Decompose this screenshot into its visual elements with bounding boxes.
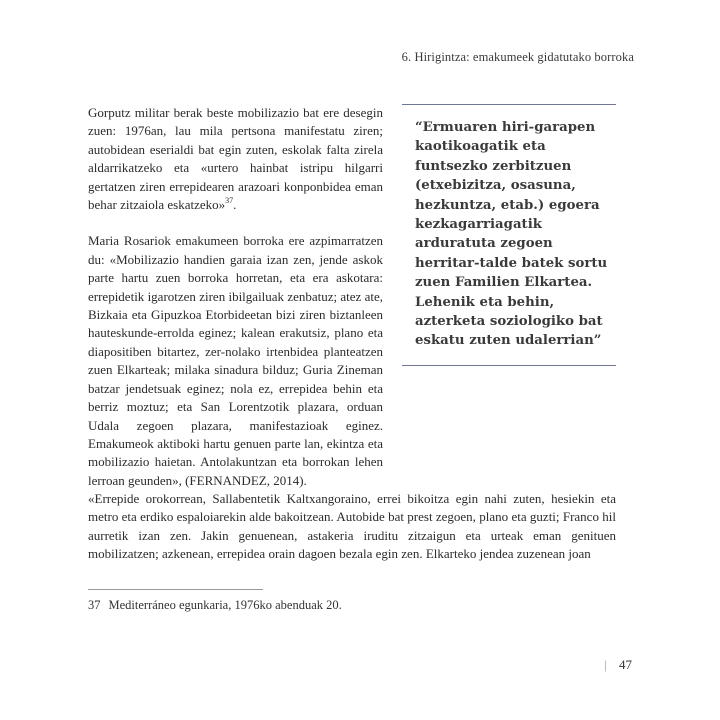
body-paragraph: Maria Rosariok emakumeen borroka ere azpimarratzen du: «Mobilizazio handien garaia izan zen, jende askok parte hartu zuen borroka horretan, eta era askotara: errepidetik igarotzen ziren ibilgailuak zenbatuz; atez ate, Bizkaia eta Gipuzkoa Etorbideetan bizi ziren biztanleen hauteskunde-errolda eginez; kalean erakutsiz, plano eta diapositiben bitartez, zer-nolako irtenbidea planteatzen zuen Elkarteak; milaka sinadura bilduz; Guria Zineman batzar jendetsuak eginez; nola ez, errepidea behin eta berriz moztuz; eta San Lorentzotik plazara, orduan Udala zegoen plazara, manifestazioak eginez. Emakumeok aktiboki hartu genuen parte lan, ekintza eta mobilizazio haietan. Antolakuntzan eta borrokan lehen lerroan geunden», (FERNANDEZ, 2014). xyxy=(88,233,383,488)
left-column xyxy=(88,104,383,490)
paragraph-text: Gorputz militar berak beste mobilizazio bat ere desegin zuen: 1976an, lau mila pertsona manifestatu ziren; autobidean eserialdi bat egin zuten, eskolak falta zirela aldarrikatzeko eta «urtero hainbat istripu hilgarri gertatzen ziren errepidearen arazoari konponbidea eman behar zitzaiola eskatzeko» xyxy=(88,105,383,213)
footnote-number: 37 xyxy=(88,598,101,612)
pull-quote xyxy=(402,104,616,366)
page-number-separator: | xyxy=(604,657,607,672)
paragraph-end: . xyxy=(233,197,237,213)
page-number xyxy=(604,657,632,673)
footnote xyxy=(88,598,342,613)
body-paragraph xyxy=(88,104,383,214)
footnote-text: Mediterráneo egunkaria, 1976ko abenduak 20. xyxy=(108,598,342,612)
running-header: 6. Hirigintza: emakumeek gidatutako borroka xyxy=(401,50,634,64)
full-width-paragraph: «Errepide orokorrean, Sallabentetik Kaltxangoraino, errei bikoitza egin nahi zuten, hesiekin eta metro eta erdiko espaloiarekin alde bakoitzean. Autobide bat prest zegoen, plano eta guzti; Franco hil aurretik izan zen. Jakin genuenean, astakeria iruditu zitzaigun eta urteak eman genituen mobilizatzen; azkenean, errepidea orain dagoen bezala egin zen. Elkarteko jendea zuzenean joan xyxy=(88,491,616,562)
pull-quote-text: “Ermuaren hiri-garapen kaotikoagatik eta funtsezko zerbitzuen (etxebizitza, osasuna, hezkuntza, etab.) egoera kezkagarriagatik arduratuta zegoen herritar-talde batek sortu zuen Familien Elkartea. Lehenik eta behin, azterketa soziologiko bat eskatu zuten udalerrian” xyxy=(415,120,608,349)
footnote-divider xyxy=(88,589,263,590)
footnote-reference[interactable]: 37 xyxy=(225,195,234,205)
page-number-value: 47 xyxy=(619,657,632,672)
